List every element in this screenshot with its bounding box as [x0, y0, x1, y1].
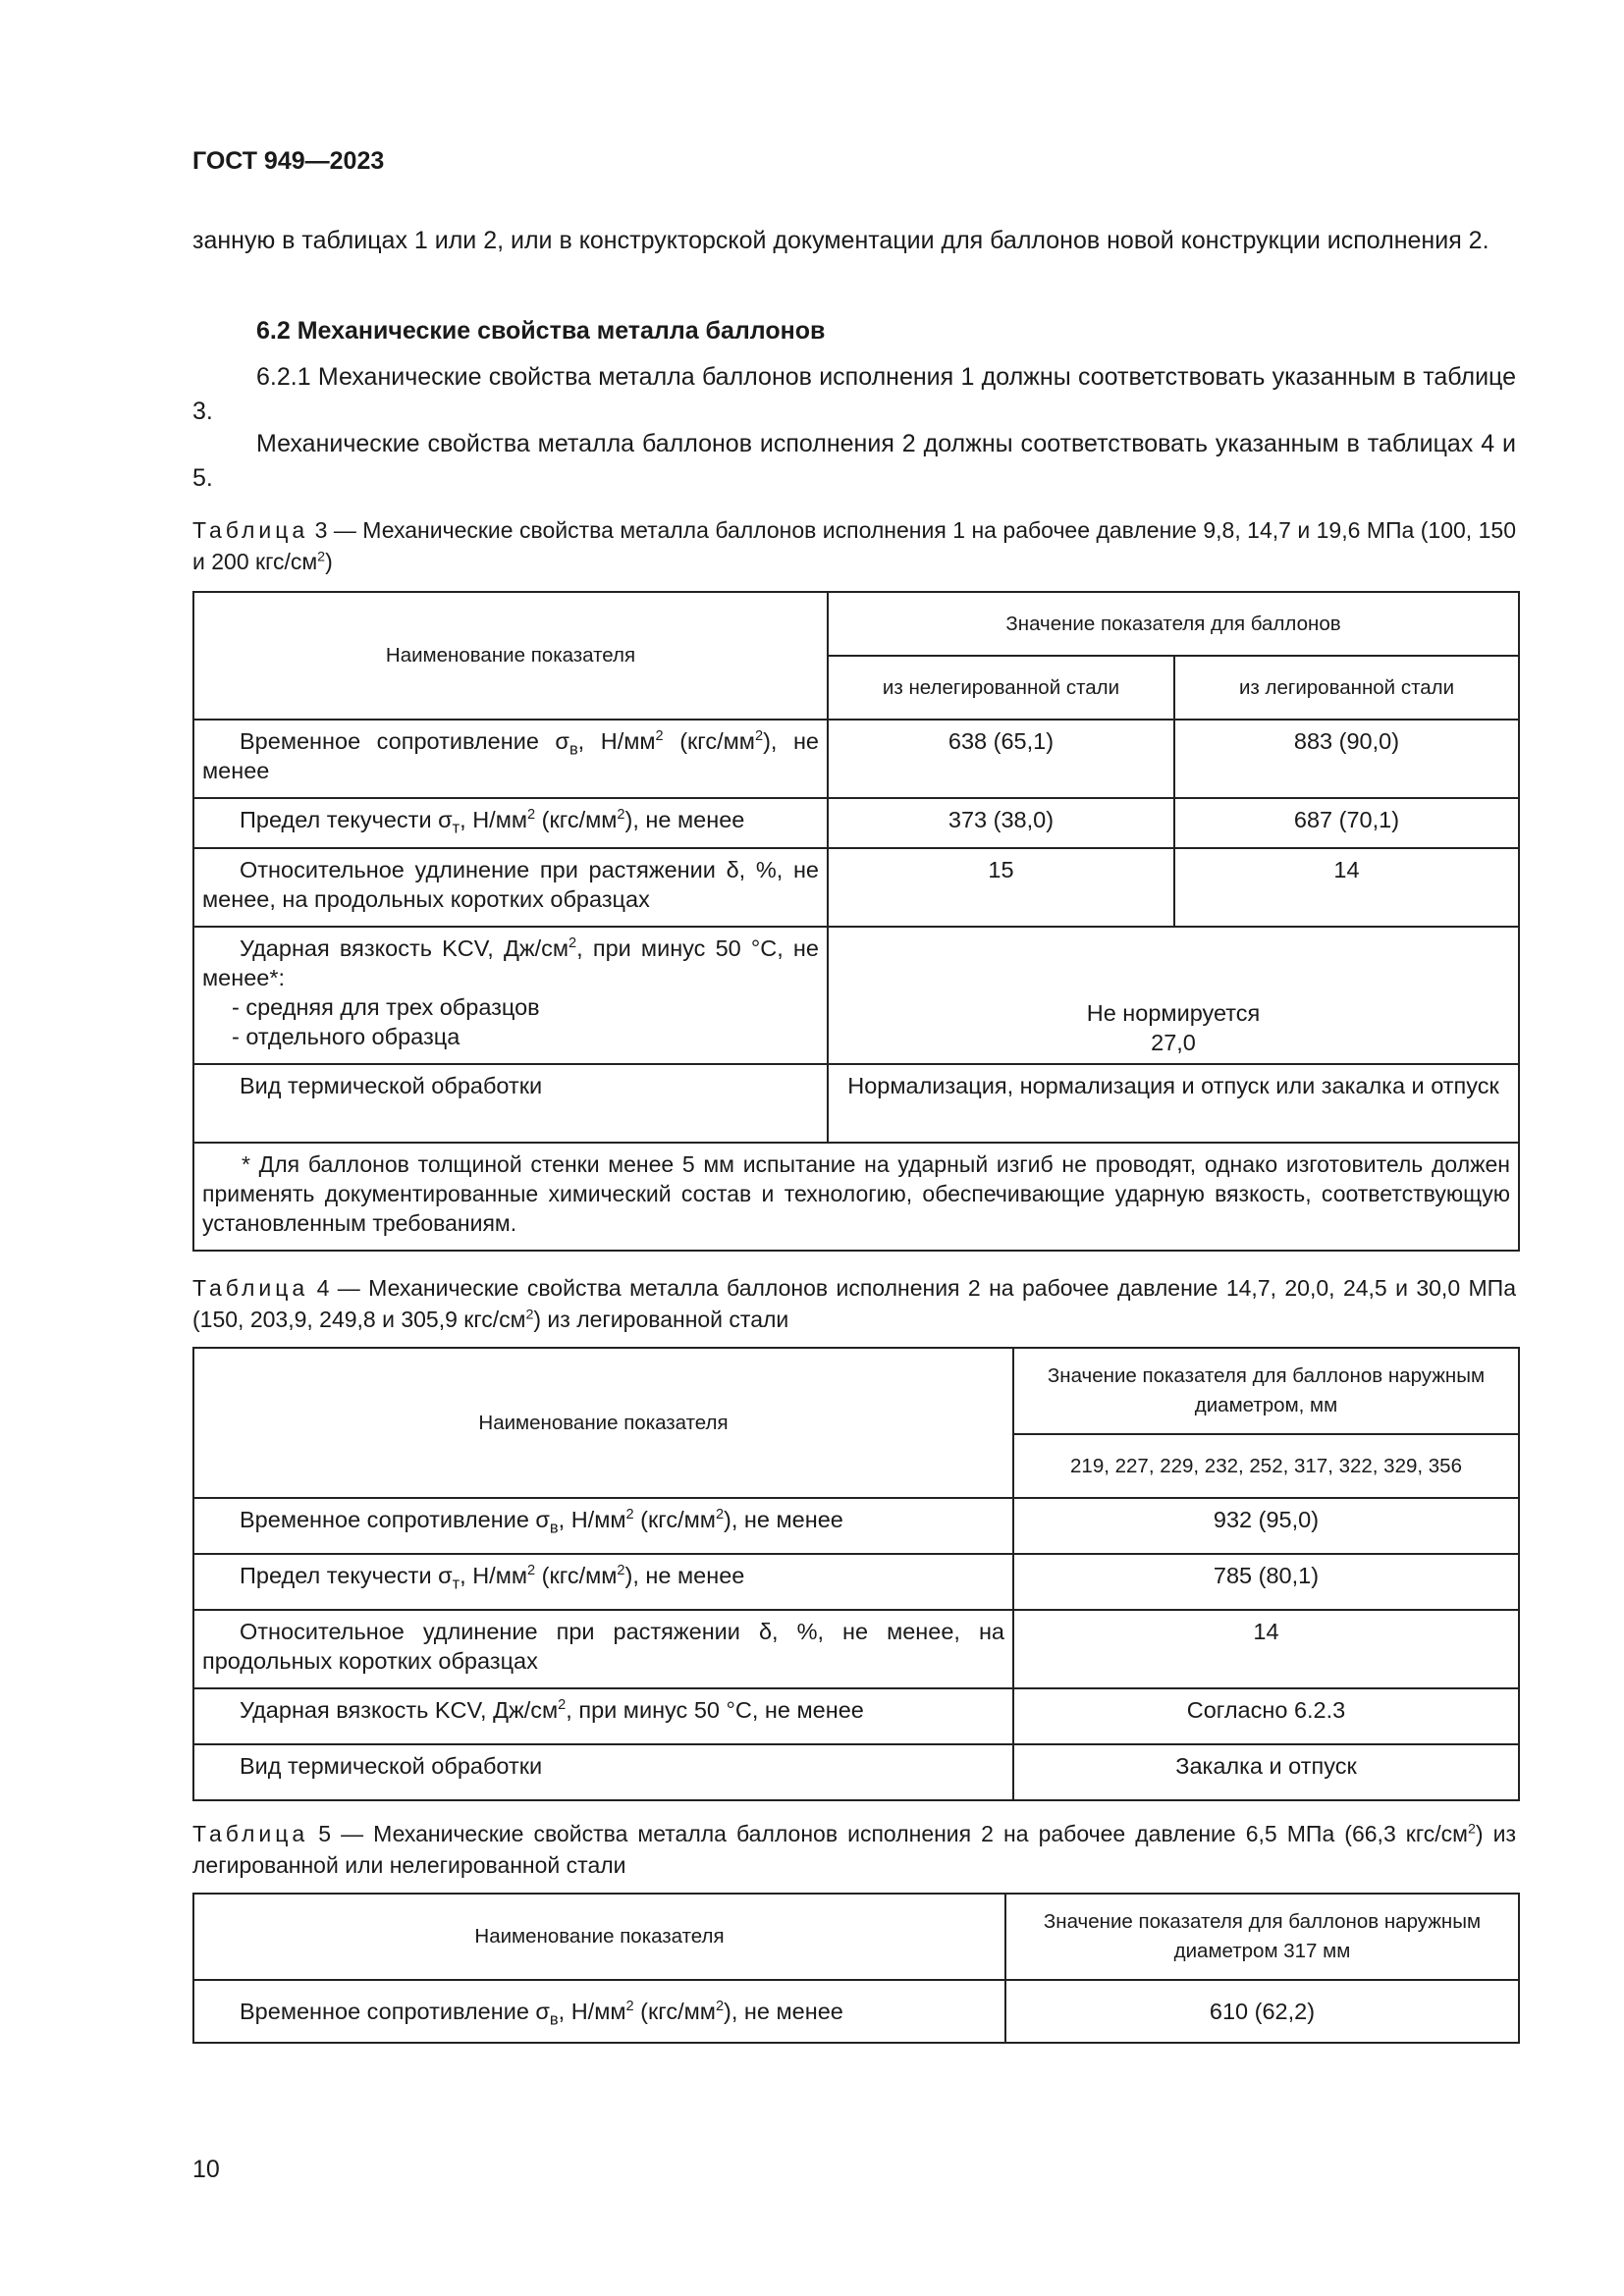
- section-heading: 6.2 Механические свойства металла баллонов: [256, 317, 826, 345]
- table3-r4-label: Ударная вязкость KCV, $Дж/см^2$, при минус 50 °С, не менее*: - средняя для трех образцов - отдельного образца: [193, 927, 828, 1064]
- table3-caption: Таблица 3 — Механические свойства металла баллонов исполнения 1 на рабочее давление 9,8, 14,7 и 19,6 МПа (100, 150 и 200 кгс/$см^2$): [192, 517, 1517, 574]
- table-row: [193, 848, 1519, 927]
- table3-header-alloyed: из легированной стали: [1174, 656, 1519, 720]
- table3-r1-label: Временное сопротивление $\sigma_в$, $Н/мм^2$ $(кгс/мм^2)$, не менее: [193, 720, 828, 798]
- table3-header-value: Значение показателя для баллонов: [828, 592, 1519, 656]
- table3-r2-v1: 373 (38,0): [828, 798, 1174, 848]
- table3-r3-v1: 15: [828, 848, 1174, 927]
- table5-r1-value: 610 (62,2): [1005, 1980, 1519, 2043]
- table4-r5-value: Закалка и отпуск: [1013, 1744, 1519, 1800]
- table-row: [193, 1980, 1519, 2043]
- table4-r1-value: 932 (95,0): [1013, 1498, 1519, 1554]
- table4-r4-label: Ударная вязкость KCV, $Дж/см^2$, при минус 50 °С, не менее: [193, 1688, 1013, 1744]
- table4-header-diameters: 219, 227, 229, 232, 252, 317, 322, 329, 356: [1013, 1434, 1519, 1498]
- table5: [192, 1893, 1520, 2044]
- table3-r5-value: Нормализация, нормализация и отпуск или закалка и отпуск: [828, 1064, 1519, 1143]
- table3-header-name: Наименование показателя: [193, 592, 828, 720]
- page-number: 10: [192, 2156, 220, 2183]
- intro-paragraph: занную в таблицах 1 или 2, или в конструкторской документации для баллонов новой конструкции исполнения 2.: [192, 227, 1489, 254]
- table-row: [193, 1744, 1519, 1800]
- table3-r3-v2: 14: [1174, 848, 1519, 927]
- table3-r3-label: Относительное удлинение при растяжении δ, %, не менее, на продольных коротких образцах: [193, 848, 828, 927]
- table4-caption: Таблица 4 — Механические свойства металла баллонов исполнения 2 на рабочее давление 14,7, 20,0, 24,5 и 30,0 МПа (150, 203,9, 249,8 и 305,9 кгс/$см^2$) из легированной стали: [192, 1275, 1516, 1332]
- table4-r5-label: Вид термической обработки: [193, 1744, 1013, 1800]
- table3-r1-v2: 883 (90,0): [1174, 720, 1519, 798]
- table-row: [193, 1554, 1519, 1610]
- table-row: [193, 720, 1519, 798]
- table5-r1-label: Временное сопротивление $\sigma_в$, $Н/мм^2$ $(кгс/мм^2)$, не менее: [193, 1980, 1005, 2043]
- paragraph-tables-4-5: Механические свойства металла баллонов исполнения 2 должны соответствовать указанным в таблицах 4 и 5.: [192, 430, 1516, 492]
- table3-r4-value: Не нормируется 27,0: [828, 927, 1519, 1064]
- table-row: [193, 1143, 1519, 1251]
- table4: [192, 1347, 1520, 1801]
- table3-r2-label: Предел текучести $\sigma_т$, $Н/мм^2$ $(кгс/мм^2)$, не менее: [193, 798, 828, 848]
- table5-header-value: Значение показателя для баллонов наружным диаметром 317 мм: [1005, 1894, 1519, 1980]
- table-row: [193, 1064, 1519, 1143]
- table-row: [193, 1688, 1519, 1744]
- table4-r3-value: 14: [1013, 1610, 1519, 1688]
- table5-header-name: Наименование показателя: [193, 1894, 1005, 1980]
- table-row: [193, 1498, 1519, 1554]
- table3-r1-v1: 638 (65,1): [828, 720, 1174, 798]
- table3-r5-label: Вид термической обработки: [193, 1064, 828, 1143]
- table3-r2-v2: 687 (70,1): [1174, 798, 1519, 848]
- table4-r4-value: Согласно 6.2.3: [1013, 1688, 1519, 1744]
- table4-header-name: Наименование показателя: [193, 1348, 1013, 1498]
- table-row: [193, 1610, 1519, 1688]
- table3-footnote: * Для баллонов толщиной стенки менее 5 мм испытание на ударный изгиб не проводят, однако изготовитель должен применять документированные химический состав и технологию, обеспечивающие ударную вязкость, соответствующую установленным требованиям.: [193, 1143, 1519, 1251]
- table4-header-value: Значение показателя для баллонов наружным диаметром, мм: [1013, 1348, 1519, 1434]
- table4-r2-label: Предел текучести $\sigma_т$, $Н/мм^2$ $(кгс/мм^2)$, не менее: [193, 1554, 1013, 1610]
- document-id: ГОСТ 949—2023: [192, 147, 385, 175]
- table4-r1-label: Временное сопротивление $\sigma_в$, $Н/мм^2$ $(кгс/мм^2)$, не менее: [193, 1498, 1013, 1554]
- table3-header-unalloyed: из нелегированной стали: [828, 656, 1174, 720]
- table4-r2-value: 785 (80,1): [1013, 1554, 1519, 1610]
- paragraph-6-2-1: 6.2.1 Механические свойства металла баллонов исполнения 1 должны соответствовать указанным в таблице 3.: [192, 363, 1516, 425]
- table5-caption: Таблица 5 — Механические свойства металла баллонов исполнения 2 на рабочее давление 6,5 МПа (66,3 кгс/$см^2$) из легированной или нелегированной стали: [192, 1821, 1516, 1878]
- table-row: [193, 927, 1519, 1064]
- table-row: [193, 798, 1519, 848]
- table4-r3-label: Относительное удлинение при растяжении δ, %, не менее, на продольных коротких образцах: [193, 1610, 1013, 1688]
- table3: [192, 591, 1520, 1252]
